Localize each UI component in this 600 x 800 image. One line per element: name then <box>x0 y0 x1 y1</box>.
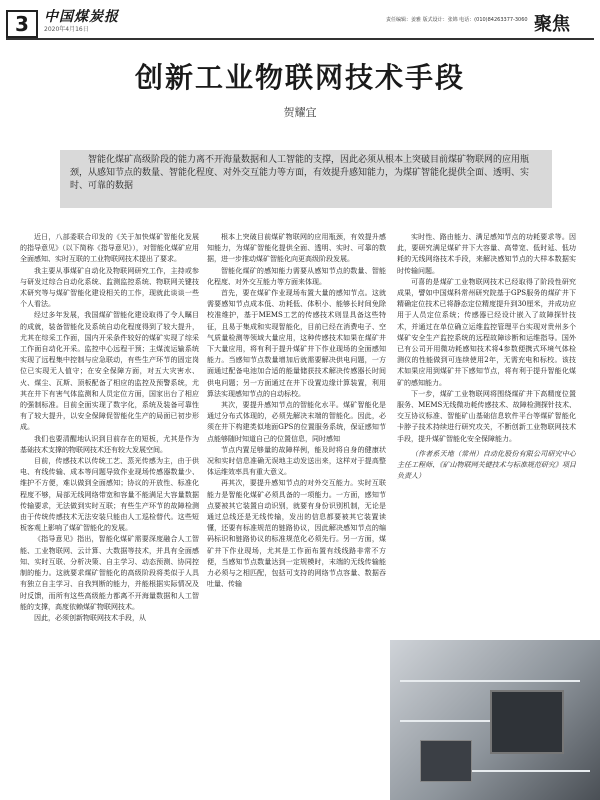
author-note: （作者系天地（常州）自动化股份有限公司研究中心主任工程师、《矿山物联网关键技术与标准规范研究》项目负责人） <box>397 449 576 481</box>
article-author: 贺耀宜 <box>283 106 317 119</box>
paragraph: 目前，传感技术以传统工艺、蒸光传感为主，由于供电、有线传输、成本等问题导致作业现场传感器数量少、维护不方便，难以做到全面感知；协议的开放性、标准化程度不够，局部无线网络带宽和容量不能满足大容量数据传输要求，无法做到实时互联；有些生产环节的故障检测由于传统传感技术无法安装只能由人工巡检替代。这些短板客观上影响了煤矿智能化的发展。 <box>20 457 199 533</box>
paragraph: 智能化煤矿的感知能力需要从感知节点的数量、智能化程度、对外交互能力等方面来体现。 <box>207 266 386 286</box>
editor-credits: 责任编辑：姜雅 版式设计：张锦 电话：(010)84263377-3060 <box>386 17 528 23</box>
paragraph: 我主要从事煤矿自动化及物联网研究工作，主持或参与研发过综合自动化系统、监测监控系统、物联网关键技术研究等与煤矿智能化建设相关的工作，现就此谈谈一些个人看法。 <box>20 266 199 309</box>
issue-date: 2020年4月16日 <box>44 26 89 33</box>
paragraph: 根本上突破目前煤矿物联网的应用瓶颈，有效提升感知能力，为煤矿智能化提供全面、透明、实时、可靠的数据，进一步推动煤矿智能化向更高级阶段发展。 <box>207 233 386 264</box>
paragraph: 实时性、路由能力、满足感知节点的功耗要求等。因此，要研究满足煤矿井下大容量、高带宽、低时延、低功耗的无线网络技术手段，来解决感知节点的大样本数据实时传输问题。 <box>397 233 576 275</box>
paragraph: 其次，要提升感知节点的智能化水平。煤矿智能化是通过分布式体现的，必须先解决末端的智能化。因此，必须在井下构建类似地面GPS的位置服务系统，保证感知节点能够随时知道自己的位置信息，同时感知 <box>207 401 386 443</box>
paragraph: 《指导意见》指出，智能化煤矿需要深度融合人工智能、工业物联网、云计算、大数据等技术，并具有全面感知、实时互联、分析决策、自主学习、动态预测、协同控制的能力。这就要求煤矿智能化的高级阶段将类似于人具有独立自主学习、自我判断的能力，并能根据实际情况及时反馈，而所有这些高级能力都离不开海量数据和人工智能的支撑，高度依赖煤矿物联网技术。 <box>20 535 199 611</box>
newspaper-name: 中国煤炭报 <box>44 9 119 25</box>
paragraph: 再其次，要提升感知节点的对外交互能力。实时互联能力是智能化煤矿必须具备的一项能力。一方面，感知节点要被其它装置自动识别，就要有身份识别机制，无论是通过总线还是无线传输，发出的信息都要被其它装置读懂，还要有标准规范的链路协议，因此解决感知节点的编码标识和链路协议的标准规范化必须先行。另一方面，煤矿井下作业现场，尤其是工作面布置有线线路非常不方便，当感知节点数量达到一定规模时，末端的无线传输能力必须与之相匹配，包括可支持的网络节点容量、数据吞吐量、传输 <box>207 479 386 589</box>
paragraph: 经过多年发展，我国煤矿智能化建设取得了令人瞩目的成就，装备智能化及系统自动化程度得到了较大提升，尤其在综采工作面，国内开采条件较好的煤矿实现了综采工作面自动化开采。监控中心远程干预；主煤流运输系统实现了远程集中控制与应急联动，有些生产环节的固定岗位已实现无人值守；在安全保障方面，对五大灾害水、火、煤尘、瓦斯、顶板配备了相应的监控及预警系统，尤其在井下有害气体监测和人员定位方面，国家出台了相应的强制标准。目前全面实现了数字化，系统及装备可靠性有了较大提升，以安全保障促智能化生产的局面已初步形成。 <box>20 311 199 432</box>
paragraph: 我们也要清醒地认识到目前存在的短板，尤其是作为基础技术支撑的物联网技术还有较大发展空间。 <box>20 434 199 454</box>
paragraph: 因此，必须创新物联网技术手段，从 <box>34 613 146 622</box>
section-name: 聚焦 <box>534 14 570 35</box>
paragraph: 可喜的是煤矿工业物联网技术已经取得了阶段性研究成果，譬如中国煤科常州研究院基于GPS服务的煤矿井下精确定位技术已将静态定位精度提升到30厘米，并成功应用于人员定位系统；传感器已经设计嵌入了故障探针技术，并通过在单位确立运维监控管理平台实现对贵州多个煤矿安全生产监控系统的远程故障诊断和运维指导。国外已有公司开用微功耗感知技术将4参数便携式环境气体检测仪的性能做到可连续使用2年，无需充电和标校。该技术如果应用到煤矿井下感知节点，将有利于提升智能化煤矿的感知能力。 <box>397 277 576 387</box>
header-divider <box>6 38 594 40</box>
paragraph: 近日，八部委联合印发的《关于加快煤矿智能化发展的指导意见》（以下简称《指导意见》），对智能化煤矿应用全面感知、实时互联的工业物联网技术提出了要求。 <box>20 233 199 264</box>
article-column-1 <box>20 232 199 792</box>
article-abstract: 智能化煤矿高级阶段的能力离不开海量数据和人工智能的支撑，因此必须从根本上突破目前煤矿物联网的应用瓶颈，从感知节点的数量、智能化程度、对外交互能力等方面，有效提升感知能力，为煤矿智能化提供全面、透明、实时、可靠的数据 <box>60 150 552 208</box>
page-number: 3 <box>6 10 38 38</box>
paragraph: 节点内置足够量的故障样例，能及时将自身的健康状况和实时信息准确无误地主动发送出来，这样对于提高整体运维效率具有重大意义。 <box>207 445 386 477</box>
paragraph: 首先，要在煤矿作业现场布置大量的感知节点。这就需要感知节点成本低、功耗低、体积小、能够长时间免除校准维护，基于MEMS工艺的传感技术则显具备这些特征，且易于集成和实现智能化，目前已经在消费电子、空气质量检测等领域大量应用，这种传感技术如果在煤矿井下大量应用，将有利于提升煤矿井下作业现场的全面感知能力。当感知节点数量增加后就需要解决供电问题，一方面通过配备电池加合适的能量储获技术解决传感器长时间供电问题；另一方面通过在井下设置边缘计算装置，利用算法实现感知节点的自动标校。 <box>207 289 386 398</box>
article-column-3 <box>397 232 576 792</box>
article-column-2 <box>207 232 386 792</box>
page-header <box>0 0 600 40</box>
article-title: 创新工业物联网技术手段 <box>134 61 465 94</box>
paragraph: 下一步，煤矿工业物联网将围绕煤矿井下高精度位置服务、MEMS无线微功耗传感技术、故障检测探针技术、交互协议标准、智能矿山基础信息软件平台等煤矿智能化卡脖子技术持续进行研究攻关，不断创新工业物联网技术手段，提升煤矿智能化安全保障能力。 <box>397 389 576 443</box>
